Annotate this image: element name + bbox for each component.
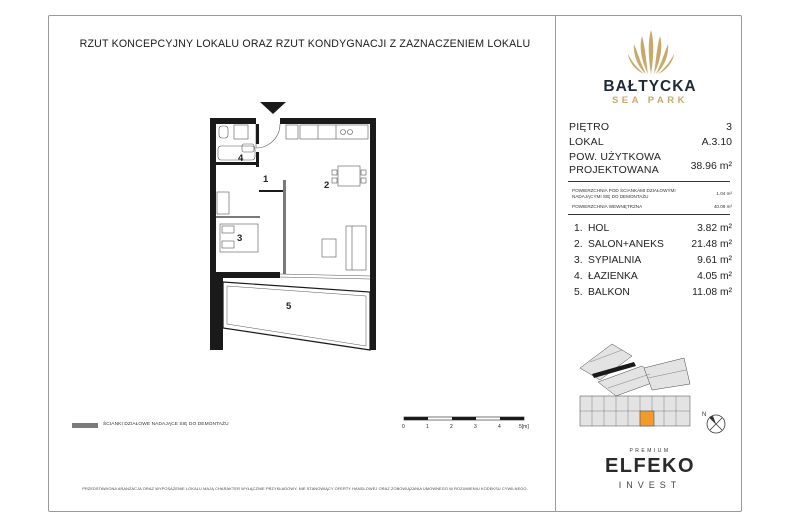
wardrobe <box>217 192 229 214</box>
area-label-line1: POW. UŻYTKOWA <box>569 151 662 163</box>
brand-name: ELFEKO <box>604 455 696 477</box>
entrance-arrow-icon <box>260 102 286 114</box>
room-name: SALON+ANEKS <box>588 239 664 250</box>
brand-premium: PREMIUM <box>629 448 671 454</box>
room-number: 1. <box>574 223 583 234</box>
plan-label-3: 3 <box>237 233 243 244</box>
logo-name: BAŁTYCKA <box>603 78 697 95</box>
wall <box>216 162 258 165</box>
room-area: 9.61 m² <box>697 255 732 266</box>
wall <box>259 190 285 192</box>
area-label-line2: PROJEKTOWANA <box>569 164 659 176</box>
room-name: BALKON <box>588 287 630 298</box>
unit-label: LOKAL <box>569 136 604 148</box>
floor-plan <box>200 96 390 356</box>
wall <box>256 124 259 144</box>
room-name: ŁAZIENKA <box>588 271 638 282</box>
sheet-divider <box>555 15 556 512</box>
floor-value: 3 <box>726 121 732 133</box>
room-number: 4. <box>574 271 583 282</box>
room-number: 2. <box>574 239 583 250</box>
wall <box>210 118 216 278</box>
fridge <box>286 125 298 139</box>
room-row <box>574 223 609 234</box>
legend-swatch <box>72 423 98 428</box>
small-area-1-label-line1: POWIERZCHNIA POD ŚCIANKAMI DZIAŁOWYMI <box>572 188 676 193</box>
plan-label-1: 1 <box>263 174 269 185</box>
coffee-table <box>322 239 336 257</box>
demountable-partition <box>283 180 286 274</box>
disclaimer: PRZEDSTAWIONA ARANŻACJA ORAZ WYPOSAŻENIE LOKALU MAJĄ CHARAKTER WYŁĄCZNIE PRZYKŁADOWY, NIE STANOWIĄCY OFERTY HANDLOWEJ ORAZ ZOBOWIĄZANIA UMOWNEGO W ROZUMIENIU KODEKSU CYWILNEGO. <box>82 486 528 491</box>
room-row <box>574 271 638 282</box>
brand-invest: INVEST <box>618 480 682 490</box>
scale-tick-4: 4 <box>498 424 501 430</box>
room-row <box>574 239 664 250</box>
room-number: 5. <box>574 287 583 298</box>
wall <box>370 272 376 350</box>
sink <box>242 144 254 152</box>
room-area: 21.48 m² <box>691 239 732 250</box>
kitchen-counter <box>300 125 368 139</box>
svg-text:N: N <box>702 412 707 418</box>
wall <box>210 118 256 124</box>
unit-value: A.3.10 <box>701 136 732 148</box>
unit-highlight <box>640 411 654 426</box>
small-area-1-label-line2: NADAJĄCYMI SIĘ DO DEMONTAŻU <box>572 194 649 199</box>
room-row <box>574 287 630 298</box>
sofa <box>346 226 366 270</box>
room-number: 3. <box>574 255 583 266</box>
plan-label-4: 4 <box>238 153 244 164</box>
floor-label: PIĘTRO <box>569 121 610 133</box>
wall <box>370 118 376 278</box>
small-area-1-value: 1.04 m² <box>716 191 732 196</box>
rooms-separator <box>568 214 730 215</box>
room-name: HOL <box>588 223 610 234</box>
wheat-icon <box>624 26 678 76</box>
logo-subtitle: SEA PARK <box>611 95 689 106</box>
room-area: 11.08 m² <box>692 287 732 298</box>
room-area: 3.82 m² <box>697 223 732 234</box>
room-area: 4.05 m² <box>697 271 732 282</box>
info-separator <box>568 181 730 182</box>
scale-tick-1: 1 <box>426 424 429 430</box>
compass-icon <box>700 408 730 438</box>
legend-text: ŚCIANKI DZIAŁOWE NADAJĄCE SIĘ DO DEMONTAŻU <box>103 422 229 427</box>
balcony-outline <box>223 282 370 350</box>
dining-table <box>338 166 360 186</box>
building-key-plan <box>572 338 702 438</box>
demountable-partition <box>216 216 260 218</box>
plan-label-5: 5 <box>286 301 292 312</box>
scale-tick-5: 5[m] <box>519 424 529 430</box>
small-area-2-value: 40.09 m² <box>713 204 732 209</box>
small-area-2-label: POWIERZCHNIA WEWNĘTRZNA <box>572 204 643 209</box>
wall <box>210 272 223 350</box>
scale-tick-2: 2 <box>450 424 453 430</box>
room-row <box>574 255 641 266</box>
room-name: SYPIALNIA <box>588 255 642 266</box>
area-value: 38.96 m² <box>690 160 732 172</box>
scale-tick-3: 3 <box>474 424 477 430</box>
washing-machine <box>234 125 248 139</box>
bathtub <box>218 146 255 160</box>
entrance-door-swing <box>256 124 280 148</box>
scale-tick-0: 0 <box>402 424 405 430</box>
toilet <box>219 126 228 138</box>
wall <box>256 152 259 167</box>
plan-label-2: 2 <box>324 180 330 191</box>
scale-bar <box>400 415 530 429</box>
wall <box>280 118 376 124</box>
page-title: RZUT KONCEPCYJNY LOKALU ORAZ RZUT KONDYGNACJI Z ZAZNACZENIEM LOKALU <box>79 38 531 50</box>
